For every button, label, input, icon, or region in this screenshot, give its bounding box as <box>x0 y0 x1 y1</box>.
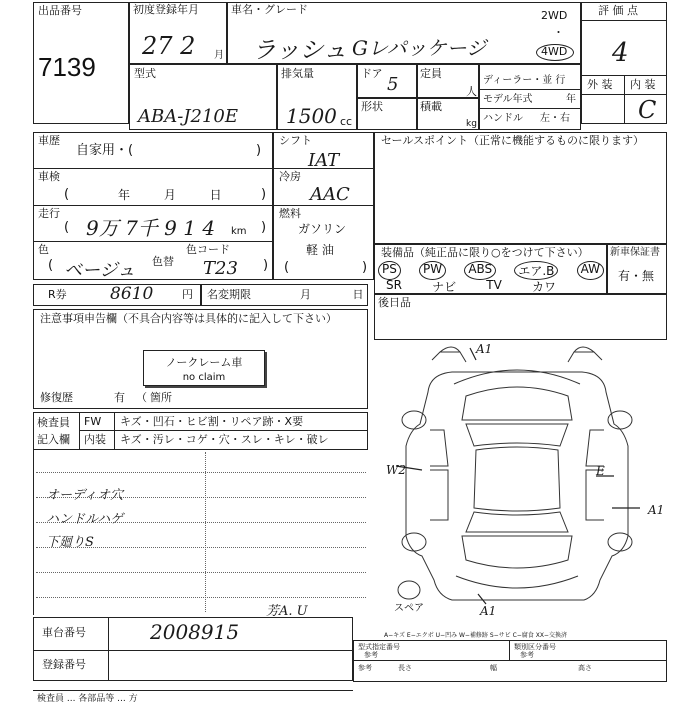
fuel-value: ガソリン <box>298 222 347 236</box>
inspection-paren-open: ( <box>64 187 70 202</box>
capacity-unit: 人 <box>466 85 477 98</box>
doors-value: 5 <box>387 74 399 95</box>
shift-label: シフト <box>279 134 312 147</box>
notes-label: 注意事項申告欄（不具合内容等は具体的に記入して下さい） <box>40 312 337 325</box>
car-name-value: ラッシュ <box>252 36 348 64</box>
drive-4wd-circle <box>536 44 574 61</box>
chassis-value: 2008915 <box>150 620 240 644</box>
color-label: 色 <box>38 243 49 256</box>
mark-right-e: E <box>596 464 605 478</box>
doors-label: ドア <box>361 67 383 80</box>
handwritten-line-1: オーディオ穴 <box>46 488 123 503</box>
ac-value: AAC <box>310 184 350 205</box>
interior-score: C <box>638 96 657 124</box>
equipment-ps: PS <box>378 261 401 280</box>
equipment-label: 装備品（純正品に限り○をつけて下さい） <box>381 246 589 259</box>
color-paren-close: ) <box>263 258 269 273</box>
handwritten-line-3: 下廻りS <box>46 535 94 550</box>
cut-row <box>33 690 353 703</box>
mileage-paren-close: ) <box>261 220 267 235</box>
r-value: 8610 <box>110 284 154 304</box>
size-ref-label: 参考 <box>358 664 372 672</box>
interior-items: キズ・汚レ・コゲ・穴・スレ・キレ・破レ <box>120 433 329 446</box>
interior-label: 内 装 <box>630 78 656 91</box>
drive-sep: ・ <box>553 26 564 39</box>
interior-entry-label: 内装 <box>84 433 106 446</box>
noclaim-stamp <box>143 350 265 386</box>
mileage-value: 9万 7千 9 1 4 <box>86 216 216 240</box>
inspection-ym: 年 月 日 <box>118 188 222 202</box>
reg-label: 登録番号 <box>42 658 86 671</box>
mark-front: A1 <box>476 342 493 356</box>
inspector-label: 検査員 <box>37 416 70 429</box>
note-bottom: 芳A. U <box>266 604 308 619</box>
shift-value: IAT <box>308 150 340 171</box>
repair-location: 箇所 <box>150 391 172 404</box>
length-label: 長さ <box>398 664 412 672</box>
first-reg-label: 初度登録年月 <box>133 3 199 16</box>
sales-point-label: セールスポイント（正常に機能するものに限ります） <box>381 134 645 147</box>
lot-label: 出品番号 <box>38 4 82 17</box>
grade-score: 4 <box>612 38 629 68</box>
dealer-label: ディーラー・並 行 <box>483 75 566 86</box>
mileage-paren-open: ( <box>64 220 70 235</box>
later-box <box>374 294 667 340</box>
fuel-label: 燃料 <box>279 207 301 220</box>
noclaim-title: ノークレーム車 <box>165 356 243 369</box>
code-box <box>353 640 667 682</box>
displacement-label: 排気量 <box>281 67 314 80</box>
first-reg-month-unit: 月 <box>214 50 224 61</box>
mileage-unit: km <box>231 226 247 237</box>
history-label: 車歴 <box>38 134 60 147</box>
sales-point-box <box>374 132 667 244</box>
height-label: 高さ <box>578 664 592 672</box>
repair-label: 修復歴 <box>40 391 73 404</box>
fuel-paren-close: ) <box>362 260 368 275</box>
model-value: ABA-J210E <box>138 106 239 127</box>
name-grade-label: 車名・グレード <box>231 3 308 16</box>
repair-value: 有 <box>114 391 125 404</box>
equipment-airbag: エア.B <box>514 261 558 280</box>
ac-label: 冷房 <box>279 170 301 183</box>
mark-left: W2 <box>386 463 406 477</box>
color-code-label: 色コード <box>186 243 230 256</box>
color-code-value: T23 <box>203 258 238 279</box>
equipment-navi: ナビ <box>432 280 457 294</box>
cut-text: 検査員 ... 各部品等 ... 方 <box>37 694 138 704</box>
width-label: 幅 <box>490 664 497 672</box>
equipment-abs: ABS <box>464 261 496 280</box>
class-ref-label: 参考 <box>520 651 534 659</box>
lot-number: 7139 <box>38 52 96 82</box>
inspection-paren-close: ) <box>261 187 267 202</box>
class-code-label: 類別区分番号 <box>514 643 556 651</box>
chassis-label: 車台番号 <box>42 626 86 639</box>
later-label: 後日品 <box>378 296 411 309</box>
shape-label: 形状 <box>361 100 383 113</box>
fw-label: FW <box>84 415 102 428</box>
noclaim-sub: no claim <box>182 372 226 383</box>
exterior-label: 外 装 <box>587 78 613 91</box>
r-unit: 円 <box>182 288 193 301</box>
color-paren-open: ( <box>48 258 54 273</box>
displacement-value: 1500 <box>286 104 337 128</box>
repair-bracket: （ <box>136 391 147 404</box>
handle-label: ハンドル <box>483 113 523 124</box>
fuel-paren-open: ( <box>284 260 290 275</box>
model-ref-label: 参考 <box>364 651 378 659</box>
name-change-units: 月 日 <box>300 288 364 301</box>
model-label: 型式 <box>134 67 156 80</box>
equipment-sr: SR <box>386 278 402 292</box>
load-unit: kg <box>466 119 477 129</box>
displacement-unit: cc <box>340 115 353 128</box>
equipment-row-2 <box>386 278 556 295</box>
handle-options: 左・右 <box>540 113 570 124</box>
handwritten-line-2: ハンドルハゲ <box>46 512 124 527</box>
load-label: 積載 <box>420 100 442 113</box>
equipment-tv: TV <box>486 278 502 292</box>
model-code-label: 型式指定番号 <box>358 643 400 651</box>
model-year-label: モデル年式 <box>483 94 533 105</box>
inspection-label: 車検 <box>38 170 60 183</box>
entry-label: 記入欄 <box>37 433 70 446</box>
grade-label: 評 価 点 <box>598 4 638 17</box>
equipment-pw: PW <box>419 261 446 280</box>
r-label: R券 <box>48 288 67 301</box>
drive-2wd: 2WD <box>541 9 568 22</box>
first-reg-value: 27 2 <box>142 32 196 60</box>
drive-4wd: 4WD <box>541 45 568 58</box>
history-value: 自家用・( <box>76 143 134 158</box>
fw-items: キズ・凹石・ヒビ割・リペア跡・X要 <box>120 415 304 428</box>
color-change-label: 色替 <box>152 255 174 268</box>
mileage-label: 走行 <box>38 207 60 220</box>
fuel-alt: 軽 油 <box>306 243 334 257</box>
legend: A−キズ E−エクボ U−凹み W−補修跡 S−サビ C−腐食 XX−交換済 <box>384 632 567 639</box>
color-value: ベージュ <box>64 260 136 281</box>
name-change-label: 名変期限 <box>207 288 251 301</box>
spare-label: スペア <box>394 603 424 614</box>
equipment-leather: カワ <box>531 280 556 294</box>
warranty-value: 有・無 <box>618 269 655 283</box>
history-close: ) <box>256 143 262 158</box>
grade-value: Gレパッケージ <box>352 36 487 60</box>
mark-right-a: A1 <box>648 503 665 517</box>
model-year-unit: 年 <box>566 94 576 105</box>
warranty-label: 新車保証書 <box>610 247 660 258</box>
mark-rear: A1 <box>480 604 497 618</box>
equipment-aw: AW <box>577 261 604 280</box>
capacity-label: 定員 <box>420 67 442 80</box>
